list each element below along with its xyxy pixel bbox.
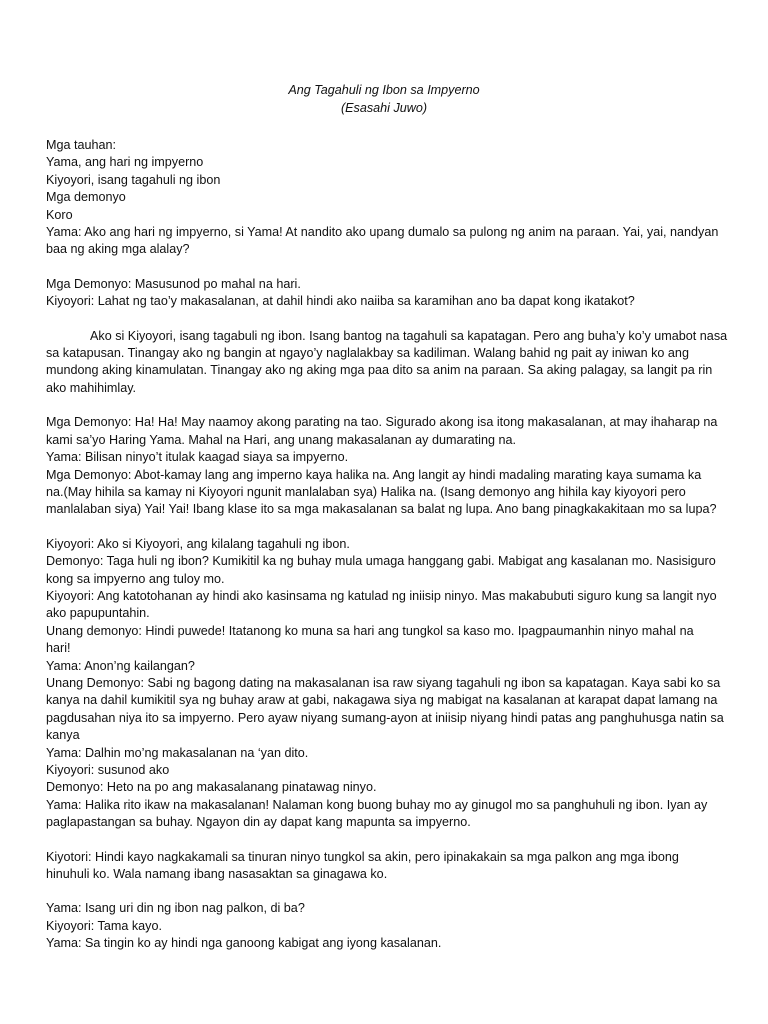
text-line: kanya: [46, 728, 80, 743]
text-line: Mga Demonyo: Ha! Ha! May naamoy akong parating na tao. Sigurado akong isa itong makasalanan, at may ihaharap na: [46, 415, 718, 430]
paragraph-gap: [46, 832, 722, 849]
text-line: na.(May hihila sa kamay ni Kiyoyori ngunit manlalaban sya) Halika na. (Isang demonyo ang hihila kay kiyoyori pero: [46, 484, 686, 499]
text-line: hinuhuli ko. Wala namang ibang nasasaktan sa ginagawa ko.: [46, 867, 388, 882]
text-line: Unang Demonyo: Sabi ng bagong dating na makasalanan isa raw siyang tagahuli ng ibon sa kapatagan. Kaya sabi ko sa: [46, 675, 721, 690]
text-line: pagdusahan niya ito sa impyerno. Pero ayaw niyang sumang-ayon at iniisip niyang hindi patas ang panghuhusga natin sa: [46, 710, 724, 725]
text-line: Mga Demonyo: Masusunod po mahal na hari.: [46, 276, 301, 291]
text-line: Unang demonyo: Hindi puwede! Itatanong ko muna sa hari ang tungkol sa kaso mo. Ipagpaumanhin ninyo mahal na: [46, 623, 694, 638]
text-line: sa katapusan. Tinangay ako ng bangin at ngayo’y naglalakbay sa kadiliman. Walang bahid ng pait ay iniwan ko ang: [46, 346, 689, 361]
text-line: Ako si Kiyoyori, isang tagabuli ng ibon. Isang bantog na tagahuli sa kapatagan. Pero ang buha’y ko’y umabot nasa: [90, 328, 728, 343]
text-line: baa ng aking mga alalay?: [46, 242, 190, 257]
text-line: Kiyoyori: Ang katotohanan ay hindi ako kasinsama ng katulad ng iniisip ninyo. Mas makabubuti siguro kung sa langit nyo: [46, 588, 717, 603]
text-line: Kiyoyori: Lahat ng tao’y makasalanan, at dahil hindi ako naiiba sa karamihan ano ba dapat kong ikatakot?: [46, 294, 635, 309]
text-line: Yama: Isang uri din ng ibon nag palkon, di ba?: [46, 901, 305, 916]
paragraph-gap: [46, 311, 722, 328]
text-line: Yama: Ako ang hari ng impyerno, si Yama! At nandito ako upang dumalo sa pulong ng anim na paraan. Yai, yai, nandyan: [46, 225, 719, 240]
text-line: Mga tauhan:: [46, 138, 117, 152]
paragraph-gap: [46, 883, 722, 900]
text-line: Yama: Bilisan ninyo’t itulak kaagad siaya sa impyerno.: [46, 450, 349, 465]
text-line: Yama: Sa tingin ko ay hindi nga ganoong kabigat ang iyong kasalanan.: [46, 936, 442, 951]
text-line: Kiyoyori: Ako si Kiyoyori, ang kilalang tagahuli ng ibon.: [46, 536, 350, 551]
text-line: Kiyoyori: Tama kayo.: [46, 918, 162, 933]
document-author: (Esasahi Juwo): [340, 101, 428, 115]
text-line: kami sa’yo Haring Yama. Mahal na Hari, ang unang makasalanan ay dumarating na.: [46, 432, 516, 447]
text-line: mundong aking kinamulatan. Tinangay ako ng aking mga paa dito sa anim na paraan. Sa aking palagay, sa langit pa rin: [46, 363, 713, 378]
text-line: Yama: Anon’ng kailangan?: [46, 658, 195, 673]
paragraph-gap: [46, 397, 722, 414]
text-line: Demonyo: Taga huli ng ibon? Kumikitil ka ng buhay mula umaga hanggang gabi. Mabigat ang kasalanan mo. Nasisiguro: [46, 554, 716, 569]
document-title: Ang Tagahuli ng Ibon sa Impyerno: [288, 83, 480, 97]
text-line: kanya na dahil kumikitil sya ng buhay araw at gabi, nakagawa siya ng mabigat na kasalanan at karapat dapat lamang na: [46, 693, 718, 708]
text-line: manlalaban siya) Yai! Yai! Ibang klase ito sa mga makasalanan sa balat ng lupa. Ano bang pinagkakakitaan mo sa lupa?: [46, 502, 717, 517]
text-line: Kiyoyori: susunod ako: [46, 763, 170, 777]
text-line: paglapastangan sa buhay. Ngayon din ay dapat kang mapunta sa impyerno.: [46, 815, 471, 830]
text-line: Mga demonyo: [46, 190, 126, 205]
text-line: ako papupuntahin.: [46, 606, 150, 621]
text-line: Yama: Dalhin mo’ng makasalanan na ‘yan dito.: [46, 745, 309, 760]
text-line: hari!: [46, 641, 71, 656]
title-block: [46, 82, 722, 118]
text-line: Demonyo: Heto na po ang makasalanang pinatawag ninyo.: [46, 780, 377, 795]
paragraph-gap: [46, 519, 722, 536]
text-line: Yama, ang hari ng impyerno: [46, 155, 204, 170]
text-line: Kiyotori: Hindi kayo nagkakamali sa tinuran ninyo tungkol sa akin, pero ipinakakain sa mga palkon ang mga ibong: [46, 849, 679, 864]
paragraph-gap: [46, 259, 722, 276]
text-line: Koro: [46, 207, 73, 222]
text-line: Mga Demonyo: Abot-kamay lang ang imperno kaya halika na. Ang langit ay hindi madaling marating kaya sumama ka: [46, 467, 702, 482]
document-body: [46, 137, 728, 953]
text-line: Kiyoyori, isang tagahuli ng ibon: [46, 172, 221, 187]
text-line: ako mahihimlay.: [46, 380, 137, 395]
text-line: kong sa impyerno ang tuloy mo.: [46, 571, 225, 586]
text-line: Yama: Halika rito ikaw na makasalanan! Nalaman kong buong buhay mo ay ginugol mo sa panghuhuli ng ibon. Iyan ay: [46, 797, 708, 812]
